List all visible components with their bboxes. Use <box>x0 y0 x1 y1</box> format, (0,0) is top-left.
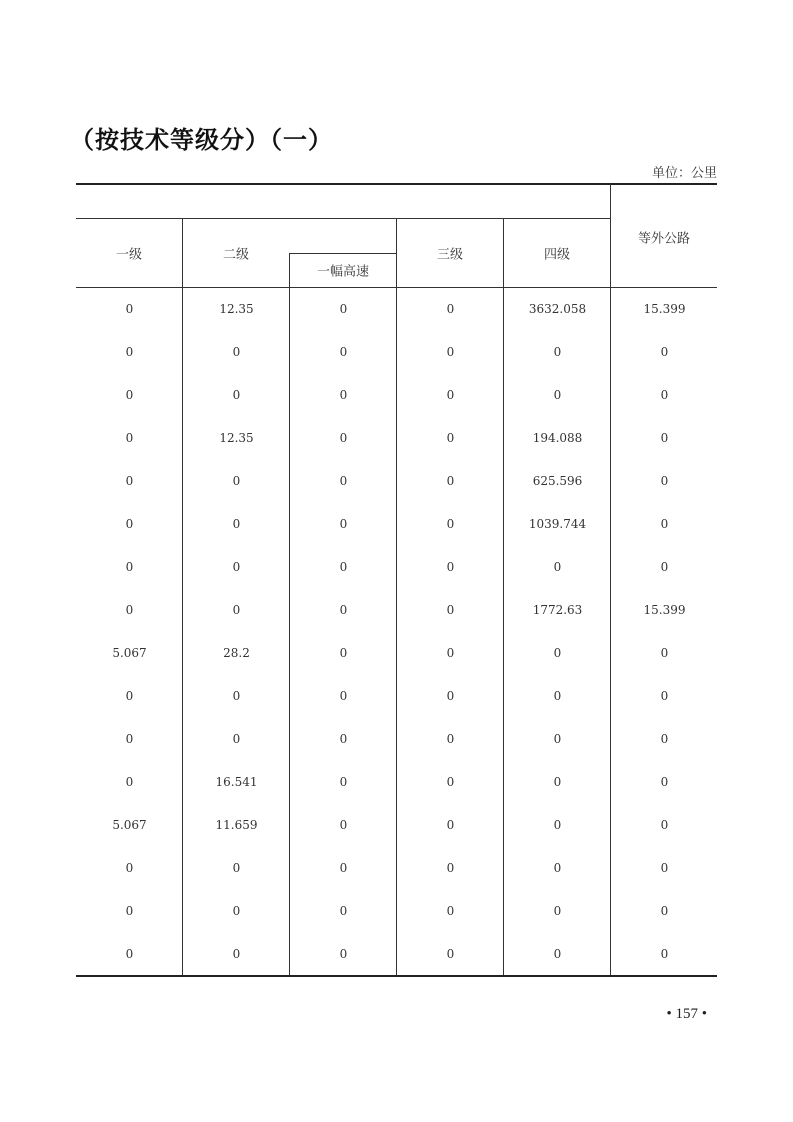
table-cell: 0 <box>553 861 562 875</box>
table-cell: 0 <box>232 861 241 875</box>
table-cell: 0 <box>339 689 348 703</box>
table-cell: 0 <box>339 431 348 445</box>
table-cell: 0 <box>339 775 348 789</box>
table-cell: 0 <box>125 474 134 488</box>
table-cell: 0 <box>232 732 241 746</box>
page-number: • 157 • <box>666 1006 707 1022</box>
header-group-rule <box>76 218 610 219</box>
table-cell: 0 <box>339 603 348 617</box>
table-cell: 0 <box>446 345 455 359</box>
table-cell: 0 <box>232 947 241 961</box>
table-cell: 0 <box>125 947 134 961</box>
table-cell: 0 <box>553 947 562 961</box>
table-cell: 0 <box>446 603 455 617</box>
table-cell: 0 <box>446 904 455 918</box>
header-grade2-sub: 一幅高速 <box>316 264 370 280</box>
table-cell: 12.35 <box>219 431 254 445</box>
table-cell: 0 <box>339 560 348 574</box>
table-cell: 0 <box>660 904 669 918</box>
table-cell: 11.659 <box>215 818 258 832</box>
table-cell: 0 <box>232 689 241 703</box>
header-grade4: 四级 <box>543 247 571 263</box>
table-cell: 0 <box>339 345 348 359</box>
table-cell: 0 <box>339 646 348 660</box>
table-row <box>76 675 717 718</box>
header-substandard: 等外公路 <box>637 231 691 247</box>
table-row <box>76 546 717 589</box>
table-row <box>76 417 717 460</box>
table-cell: 0 <box>232 474 241 488</box>
table-cell: 0 <box>446 474 455 488</box>
table-cell: 0 <box>232 603 241 617</box>
table-row <box>76 761 717 804</box>
table-cell: 0 <box>446 517 455 531</box>
table-cell: 0 <box>660 345 669 359</box>
table-cell: 0 <box>125 904 134 918</box>
table-cell: 0 <box>125 689 134 703</box>
grade2-sub-rule <box>289 253 396 254</box>
table-cell: 0 <box>446 861 455 875</box>
table-cell: 0 <box>446 732 455 746</box>
table-row <box>76 331 717 374</box>
table-cell: 0 <box>339 474 348 488</box>
table-row <box>76 503 717 546</box>
table-cell: 0 <box>125 345 134 359</box>
table-cell: 0 <box>660 689 669 703</box>
table-cell: 1772.63 <box>532 603 583 617</box>
table-cell: 0 <box>125 603 134 617</box>
table-cell: 0 <box>660 775 669 789</box>
table-cell: 5.067 <box>112 818 147 832</box>
table-cell: 0 <box>339 517 348 531</box>
table-cell: 0 <box>660 818 669 832</box>
header-grade3: 三级 <box>436 247 464 263</box>
table-cell: 28.2 <box>223 646 250 660</box>
table-cell: 0 <box>553 646 562 660</box>
table-cell: 0 <box>339 904 348 918</box>
table-cell: 0 <box>125 517 134 531</box>
table-cell: 0 <box>660 560 669 574</box>
table-cell: 0 <box>446 775 455 789</box>
table-row <box>76 718 717 761</box>
table-cell: 0 <box>446 302 455 316</box>
table-cell: 0 <box>232 345 241 359</box>
table-cell: 0 <box>446 560 455 574</box>
table-cell: 0 <box>660 388 669 402</box>
table-cell: 0 <box>446 818 455 832</box>
table-cell: 0 <box>553 904 562 918</box>
table-cell: 0 <box>232 517 241 531</box>
table-cell: 0 <box>660 517 669 531</box>
table-cell: 0 <box>446 431 455 445</box>
table-cell: 5.067 <box>112 646 147 660</box>
table-cell: 15.399 <box>643 603 686 617</box>
table-cell: 0 <box>660 947 669 961</box>
table-cell: 0 <box>232 560 241 574</box>
table-row <box>76 589 717 632</box>
table-cell: 0 <box>660 732 669 746</box>
table-cell: 0 <box>446 689 455 703</box>
table-top-rule <box>76 183 717 185</box>
table-cell: 0 <box>125 388 134 402</box>
table-cell: 0 <box>660 861 669 875</box>
table-row <box>76 632 717 675</box>
table-cell: 15.399 <box>643 302 686 316</box>
table-cell: 12.35 <box>219 302 254 316</box>
header-grade1: 一级 <box>115 247 143 263</box>
header-grade2: 二级 <box>222 247 250 263</box>
table-cell: 0 <box>232 388 241 402</box>
table-cell: 16.541 <box>215 775 258 789</box>
table-cell: 0 <box>446 947 455 961</box>
table-row <box>76 374 717 417</box>
table-cell: 1039.744 <box>528 517 587 531</box>
table-cell: 0 <box>339 818 348 832</box>
table-row <box>76 847 717 890</box>
page-title: （按技术等级分）（一） <box>70 126 333 154</box>
table-cell: 0 <box>553 732 562 746</box>
table-cell: 0 <box>125 775 134 789</box>
table-cell: 0 <box>660 431 669 445</box>
table-cell: 0 <box>446 646 455 660</box>
table-cell: 0 <box>553 775 562 789</box>
table-cell: 0 <box>125 302 134 316</box>
table-row <box>76 890 717 933</box>
table-cell: 0 <box>339 861 348 875</box>
unit-label: 单位：公里 <box>651 166 717 181</box>
table-row <box>76 933 717 976</box>
table-row <box>76 288 717 331</box>
table-cell: 0 <box>125 431 134 445</box>
table-cell: 0 <box>339 947 348 961</box>
table-cell: 0 <box>232 904 241 918</box>
table-cell: 0 <box>125 861 134 875</box>
table-cell: 0 <box>660 646 669 660</box>
table-cell: 194.088 <box>532 431 583 445</box>
table-cell: 0 <box>446 388 455 402</box>
table-cell: 0 <box>660 474 669 488</box>
table-cell: 0 <box>339 732 348 746</box>
table-row <box>76 804 717 847</box>
table-cell: 0 <box>553 818 562 832</box>
table-cell: 0 <box>553 689 562 703</box>
table-cell: 0 <box>553 345 562 359</box>
table-cell: 3632.058 <box>528 302 587 316</box>
table-cell: 625.596 <box>532 474 583 488</box>
table-row <box>76 460 717 503</box>
table-cell: 0 <box>125 560 134 574</box>
table-cell: 0 <box>553 388 562 402</box>
table-cell: 0 <box>339 388 348 402</box>
table-cell: 0 <box>339 302 348 316</box>
table-cell: 0 <box>553 560 562 574</box>
table-cell: 0 <box>125 732 134 746</box>
